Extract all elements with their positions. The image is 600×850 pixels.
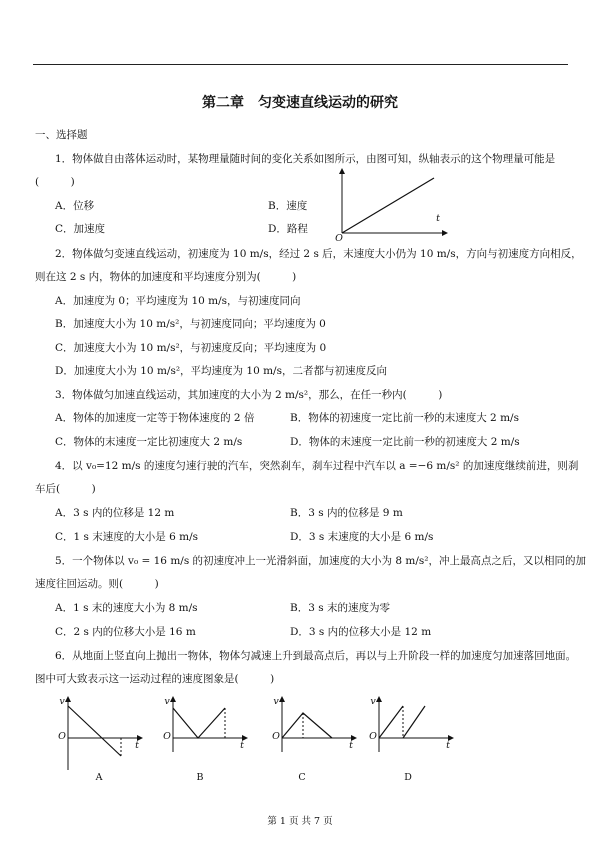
q1-option-c: C．加速度 xyxy=(55,223,106,235)
q6c-v-label: v xyxy=(273,696,279,707)
q5-option-a: A．1 s 末的速度大小为 8 m/s xyxy=(55,602,198,614)
q6-graph-label-d: D xyxy=(404,772,412,783)
q3-option-a: A．物体的加速度一定等于物体速度的 2 倍 xyxy=(55,412,255,424)
q2-option-b: B．加速度大小为 10 m/s²，与初速度同向；平均速度为 0 xyxy=(55,318,326,330)
q5-stem-cont: 速度往回运动。则( ) xyxy=(35,578,159,590)
q3-option-b: B．物体的初速度一定比前一秒的末速度大 2 m/s xyxy=(290,412,519,424)
q1-graph-y-arrow xyxy=(339,168,345,174)
q6-stem: 6．从地面上竖直向上抛出一物体，物体匀减速上升到最高点后，再以与上升阶段一样的加速度匀加速落回地面。 xyxy=(55,650,577,662)
q6-stem-cont: 图中可大致表示这一运动过程的速度图象是( ) xyxy=(35,673,275,685)
q6-graph-label-c: C xyxy=(298,772,306,783)
q5-option-d: D．3 s 内的位移大小是 12 m xyxy=(290,626,432,638)
q6c-line xyxy=(282,713,332,738)
q4-option-a: A．3 s 内的位移是 12 m xyxy=(55,507,175,519)
q6-graph-label-a: A xyxy=(95,772,103,783)
q5-option-b: B．3 s 末的速度为零 xyxy=(290,602,390,614)
q2-option-d: D．加速度大小为 10 m/s²，平均速度为 10 m/s，二者都与初速度反向 xyxy=(55,365,387,377)
q1-graph xyxy=(330,168,450,243)
q1-stem-cont: ( ) xyxy=(35,176,75,188)
q6b-line xyxy=(173,708,225,738)
q6d-origin-label: O xyxy=(369,731,377,742)
q6b-v-label: v xyxy=(164,696,170,707)
q1-stem: 1．物体做自由落体运动时，某物理量随时间的变化关系如图所示，由图可知，纵轴表示的这个物理量可能是 xyxy=(55,153,556,165)
q6d-line-2 xyxy=(403,706,425,738)
q1-option-a: A．位移 xyxy=(55,200,95,212)
q5-stem: 5．一个物体以 v₀ = 16 m/s 的初速度冲上一光滑斜面，加速度的大小为 8 m/s²，冲上最高点之后，又以相同的加 xyxy=(55,555,586,567)
q4-option-c: C．1 s 末速度的大小是 6 m/s xyxy=(55,531,199,543)
q4-stem: 4．以 v₀=12 m/s 的速度匀速行驶的汽车，突然刹车，刹车过程中汽车以 a =−6 m/s² 的加速度继续前进，则刹 xyxy=(55,460,579,472)
q1-graph-origin-label: O xyxy=(335,233,343,244)
header-rule xyxy=(33,64,568,65)
q3-option-c: C．物体的末速度一定比初速度大 2 m/s xyxy=(55,436,243,448)
q2-stem: 2．物体做匀变速直线运动，初速度为 10 m/s，经过 2 s 后，末速度大小仍为 10 m/s，方向与初速度方向相反， xyxy=(55,248,582,260)
q6d-v-label: v xyxy=(370,696,376,707)
q2-option-a: A．加速度为 0；平均速度为 10 m/s，与初速度同向 xyxy=(55,295,301,307)
q3-option-d: D．物体的末速度一定比前一秒的初速度大 2 m/s xyxy=(290,436,520,448)
page-title: 第二章 匀变速直线运动的研究 xyxy=(202,95,398,111)
q6-graph-label-b: B xyxy=(196,772,204,783)
q1-graph-x-label: t xyxy=(436,213,440,224)
q6a-origin-label: O xyxy=(58,731,66,742)
q6d-t-label: t xyxy=(446,740,450,751)
q6a-line xyxy=(68,706,121,756)
q4-option-d: D．3 s 末速度的大小是 6 m/s xyxy=(290,531,434,543)
q6b-t-label: t xyxy=(240,740,244,751)
page-footer: 第 1 页 共 7 页 xyxy=(267,816,333,827)
section-heading: 一、选择题 xyxy=(35,129,88,141)
q3-stem: 3．物体做匀加速直线运动，其加速度的大小为 2 m/s²，那么，在任一秒内( ) xyxy=(55,389,443,401)
q5-option-c: C．2 s 内的位移大小是 16 m xyxy=(55,626,196,638)
q6b-origin-label: O xyxy=(163,731,171,742)
q4-option-b: B．3 s 内的位移是 9 m xyxy=(290,507,403,519)
q6c-origin-label: O xyxy=(272,731,280,742)
q2-option-c: C．加速度大小为 10 m/s²，与初速度反向；平均速度为 0 xyxy=(55,342,327,354)
q1-option-b: B．速度 xyxy=(268,200,308,212)
q6c-t-label: t xyxy=(349,740,353,751)
q1-graph-line xyxy=(342,178,434,233)
q1-option-d: D．路程 xyxy=(268,223,308,235)
q6a-t-label: t xyxy=(135,740,139,751)
q2-stem-cont: 则在这 2 s 内，物体的加速度和平均速度分别为( ) xyxy=(35,271,297,283)
q6a-v-label: v xyxy=(59,696,65,707)
q4-stem-cont: 车后( ) xyxy=(35,483,96,495)
q1-graph-x-arrow xyxy=(442,230,448,236)
